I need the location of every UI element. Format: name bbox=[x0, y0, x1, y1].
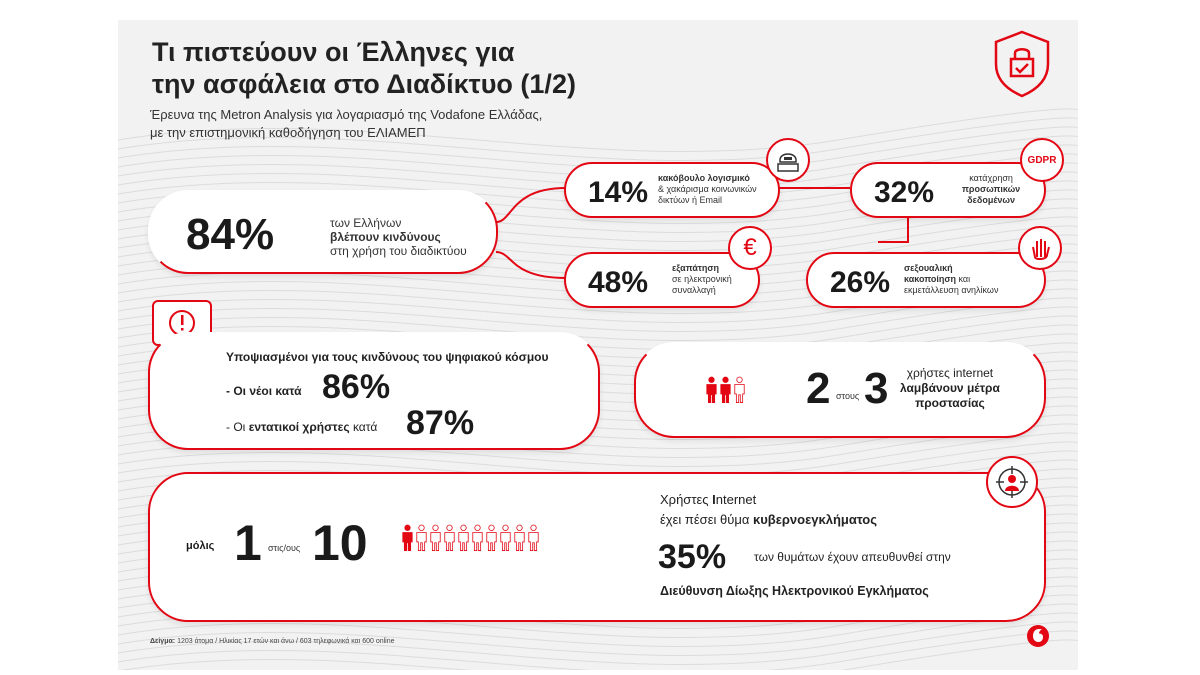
cyber-person-icon bbox=[514, 522, 525, 554]
malware-line-3: δικτύων ή Email bbox=[658, 195, 723, 205]
awareness-heading: Υποψιασμένοι για τους κινδύνους του ψηφιακού κόσμου bbox=[226, 350, 549, 364]
protection-person-icon bbox=[720, 374, 731, 406]
malware-card bbox=[564, 162, 780, 218]
heavy-suffix: κατά bbox=[352, 420, 378, 434]
title-line-2: την ασφάλεια στο Διαδίκτυο (1/2) bbox=[152, 69, 576, 99]
target-person-icon bbox=[986, 456, 1038, 508]
protection-people bbox=[706, 374, 748, 411]
malware-value: 14% bbox=[588, 176, 649, 209]
cyber-person-icon bbox=[402, 522, 413, 554]
vodafone-logo bbox=[1026, 624, 1050, 648]
protection-line-3: προστασίας bbox=[915, 396, 985, 410]
cybercrime-card bbox=[148, 472, 1046, 622]
gdpr-badge: GDPR bbox=[1027, 154, 1057, 166]
abuse-line-2: κακοποίηση bbox=[904, 274, 957, 284]
cyber-text bbox=[660, 490, 1020, 530]
main-stat-text bbox=[330, 216, 467, 258]
heavy-users-label bbox=[226, 420, 377, 434]
footer-text: 1203 άτομα / Ηλικίας 17 ετών και άνω / 603 τηλεφωνικά και 600 online bbox=[177, 638, 395, 645]
main-stat-value: 84% bbox=[186, 210, 275, 259]
protection-line-2: λαμβάνουν μέτρα bbox=[900, 381, 1000, 395]
fraud-text bbox=[672, 263, 732, 296]
heavy-prefix: - Οι bbox=[226, 420, 246, 434]
protection-text bbox=[900, 366, 1000, 411]
fraud-line-3: συναλλαγή bbox=[672, 285, 716, 295]
abuse-value: 26% bbox=[830, 266, 891, 299]
cyber-person-icon bbox=[458, 522, 469, 554]
fraud-value: 48% bbox=[588, 266, 649, 299]
gdpr-icon bbox=[1020, 138, 1064, 182]
cyber-num2: 10 bbox=[312, 515, 368, 571]
cyber-pct: 35% bbox=[658, 538, 727, 576]
cyber-person-icon bbox=[528, 522, 539, 554]
protection-sep: στους bbox=[836, 391, 860, 401]
subtitle-line-1: Έρευνα της Metron Analysis για λογαριασμό της Vodafone Ελλάδας, bbox=[150, 107, 543, 122]
cyber-line1b: I bbox=[712, 492, 716, 507]
protection-line-1: χρήστες internet bbox=[906, 366, 994, 380]
cyber-line2a: έχει πέσει θύμα bbox=[660, 512, 750, 527]
main-stat-card bbox=[148, 190, 498, 274]
cyber-person-icon bbox=[486, 522, 497, 554]
abuse-line-2b: και bbox=[958, 274, 971, 284]
gdpr-value: 32% bbox=[874, 176, 935, 209]
protection-num2: 3 bbox=[864, 364, 889, 413]
gdpr-line-2: προσωπικών bbox=[962, 184, 1021, 194]
abuse-line-1: σεξουαλική bbox=[904, 263, 953, 273]
abuse-card bbox=[806, 252, 1046, 308]
malware-line-2: & χακάρισμα κοινωνικών bbox=[658, 184, 757, 194]
fraud-line-1: εξαπάτηση bbox=[672, 263, 720, 273]
cyber-prefix: μόλις bbox=[186, 540, 215, 552]
cyber-line2b: κυβερνοεγκλήματος bbox=[752, 512, 878, 527]
abuse-line-3: εκμετάλλευση ανηλίκων bbox=[904, 285, 999, 295]
footer-label: Δείγμα: bbox=[150, 638, 176, 645]
main-stat-line-2: βλέπουν κινδύνους bbox=[330, 230, 441, 244]
protection-num1: 2 bbox=[806, 364, 831, 413]
heavy-bold: εντατικοί χρήστες bbox=[248, 420, 350, 434]
main-stat-line-3: στη χρήση του διαδικτύου bbox=[330, 244, 467, 258]
fraud-card bbox=[564, 252, 760, 308]
cyber-num1: 1 bbox=[234, 515, 262, 571]
cyber-person-icon bbox=[500, 522, 511, 554]
young-label: - Οι νέοι κατά bbox=[226, 384, 302, 398]
gdpr-line-1: κατάχρηση bbox=[969, 173, 1013, 183]
hacker-icon bbox=[766, 138, 810, 182]
cyber-sep: στις/ους bbox=[268, 543, 301, 553]
fraud-line-2: σε ηλεκτρονική bbox=[672, 274, 732, 284]
gdpr-card bbox=[850, 162, 1046, 218]
infographic-canvas bbox=[118, 20, 1078, 670]
cyber-line4: Διεύθυνση Δίωξης Ηλεκτρονικού Εγκλήματος bbox=[660, 584, 929, 598]
cyber-person-icon bbox=[472, 522, 483, 554]
main-stat-line-1: των Ελλήνων bbox=[330, 216, 402, 230]
protection-person-icon bbox=[734, 374, 745, 406]
malware-text bbox=[658, 173, 757, 206]
footer-sample bbox=[150, 638, 395, 645]
cyber-people bbox=[402, 522, 542, 559]
cyber-line1a: Χρήστες bbox=[660, 492, 709, 507]
heavy-value: 87% bbox=[406, 404, 475, 442]
euro-icon: € bbox=[728, 226, 772, 270]
cyber-person-icon bbox=[416, 522, 427, 554]
cyber-line1c: nternet bbox=[715, 492, 757, 507]
young-value: 86% bbox=[322, 368, 391, 406]
malware-line-1: κακόβουλο λογισμικό bbox=[658, 173, 750, 183]
protection-card bbox=[634, 342, 1046, 438]
protection-person-icon bbox=[706, 374, 717, 406]
title-line-1: Τι πιστεύουν οι Έλληνες για bbox=[152, 37, 515, 67]
subtitle-line-2: με την επιστημονική καθοδήγηση του ΕΛΙΑΜΕΠ bbox=[150, 125, 426, 140]
gdpr-text bbox=[962, 173, 1020, 206]
awareness-card bbox=[148, 332, 600, 450]
abuse-text bbox=[904, 263, 998, 296]
cyber-line3: των θυμάτων έχουν απευθυνθεί στην bbox=[754, 550, 951, 564]
hand-icon bbox=[1018, 226, 1062, 270]
gdpr-line-3: δεδομένων bbox=[967, 195, 1016, 205]
cyber-person-icon bbox=[444, 522, 455, 554]
cyber-person-icon bbox=[430, 522, 441, 554]
